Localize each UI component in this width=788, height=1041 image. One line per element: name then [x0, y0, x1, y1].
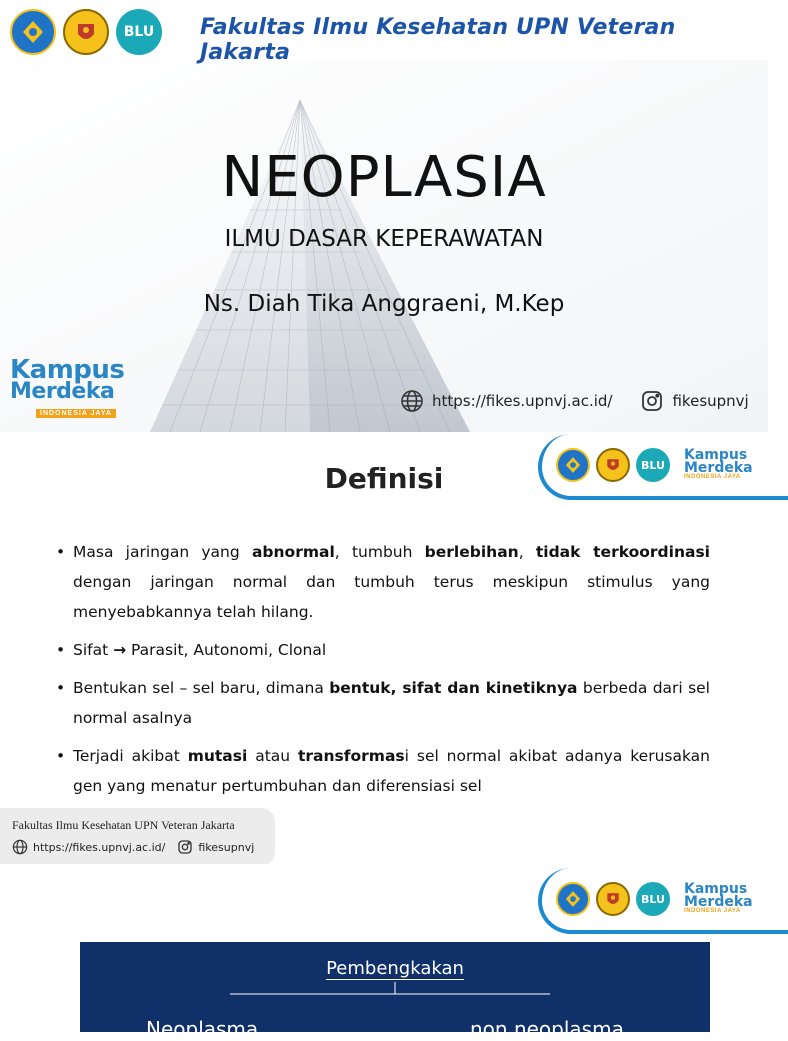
globe-icon	[400, 389, 424, 413]
bullet-bold-text: tidak terkoordinasi	[535, 543, 710, 561]
bullet-bold-text: bentuk, sifat dan kinetiknya	[329, 679, 578, 697]
blu-logo: BLU	[636, 448, 670, 482]
footer-instagram-handle[interactable]: fikesupnvj	[198, 840, 255, 854]
definition-slide	[0, 432, 768, 864]
bullet-text: Masa jaringan yang	[73, 543, 252, 561]
presentation-subtitle: ILMU DASAR KEPERAWATAN	[224, 226, 544, 252]
bullet-text: berbeda dari sel normal asalnya	[73, 679, 710, 727]
bullet-text: Sifat	[73, 641, 114, 659]
bullet-text: Terjadi akibat	[73, 747, 188, 765]
kampus-merdeka-logo: Kampus Merdeka INDONESIA JAYA	[10, 355, 125, 417]
footer-links	[12, 839, 275, 855]
instagram-icon	[177, 839, 193, 855]
bullet-bold-text: →	[113, 641, 127, 659]
bullet-text: , tumbuh	[334, 543, 425, 561]
contact-links	[400, 389, 749, 413]
website-link[interactable]: https://fikes.upnvj.ac.id/	[432, 392, 613, 410]
classification-diagram	[80, 942, 710, 1041]
title-slide	[0, 0, 768, 432]
upn-logo	[596, 882, 630, 916]
globe-icon	[12, 839, 28, 855]
header-logos	[10, 9, 162, 55]
blu-logo: BLU	[636, 882, 670, 916]
presentation-author: Ns. Diah Tika Anggraeni, M.Kep	[203, 291, 565, 317]
presentation-title: NEOPLASIA	[221, 145, 547, 210]
instagram-icon	[640, 389, 664, 413]
bullet-text: i sel normal akibat adanya kerusakan gen yang menatur pertumbuhan dan diferensiasi sel	[73, 747, 710, 795]
faculty-title: Fakultas Ilmu Kesehatan UPN Veteran Jakarta	[200, 15, 676, 65]
bullet-text: ,	[518, 543, 536, 561]
definition-list	[56, 537, 710, 809]
bullet-bold-text: abnormal	[251, 543, 335, 561]
blu-logo: BLU	[116, 9, 162, 55]
bullet-text: Parasit, Autonomi, Clonal	[126, 641, 327, 659]
diagram-node-neoplasma: Neoplasma	[146, 1017, 259, 1041]
slide-footer	[0, 808, 275, 866]
bullet-bold-text: transformas	[298, 747, 405, 765]
definition-bullet	[56, 673, 710, 733]
bullet-text: atau	[247, 747, 298, 765]
definition-bullet	[56, 537, 710, 627]
definition-bullet	[56, 741, 710, 801]
bullet-text: dengan jaringan normal dan tumbuh terus meskipun stimulus yang menyebabkannya telah hilang.	[73, 573, 710, 621]
footer-website-link[interactable]: https://fikes.upnvj.ac.id/	[33, 840, 166, 854]
footer-faculty-title: Fakultas Ilmu Kesehatan UPN Veteran Jakarta	[12, 818, 235, 832]
upn-logo	[63, 9, 109, 55]
diagram-slide	[0, 864, 768, 1041]
definition-bullet	[56, 635, 710, 665]
slide-header	[0, 0, 768, 65]
slide-title: Definisi	[324, 462, 444, 495]
bullet-bold-text: mutasi	[187, 747, 248, 765]
kemendikbud-logo	[556, 882, 590, 916]
kampus-merdeka-logo: Kampus Merdeka INDONESIA JAYA	[684, 446, 753, 481]
bullet-text: Bentukan sel – sel baru, dimana	[73, 679, 330, 697]
instagram-handle[interactable]: fikesupnvj	[672, 392, 749, 410]
diagram-node-non-neoplasma: non neoplasma	[470, 1017, 624, 1041]
kemendikbud-logo	[10, 9, 56, 55]
slide-logo-badge	[538, 868, 788, 934]
bullet-bold-text: berlebihan	[424, 543, 519, 561]
diagram-root-node: Pembengkakan	[326, 958, 464, 979]
kampus-merdeka-logo: Kampus Merdeka INDONESIA JAYA	[684, 880, 753, 915]
